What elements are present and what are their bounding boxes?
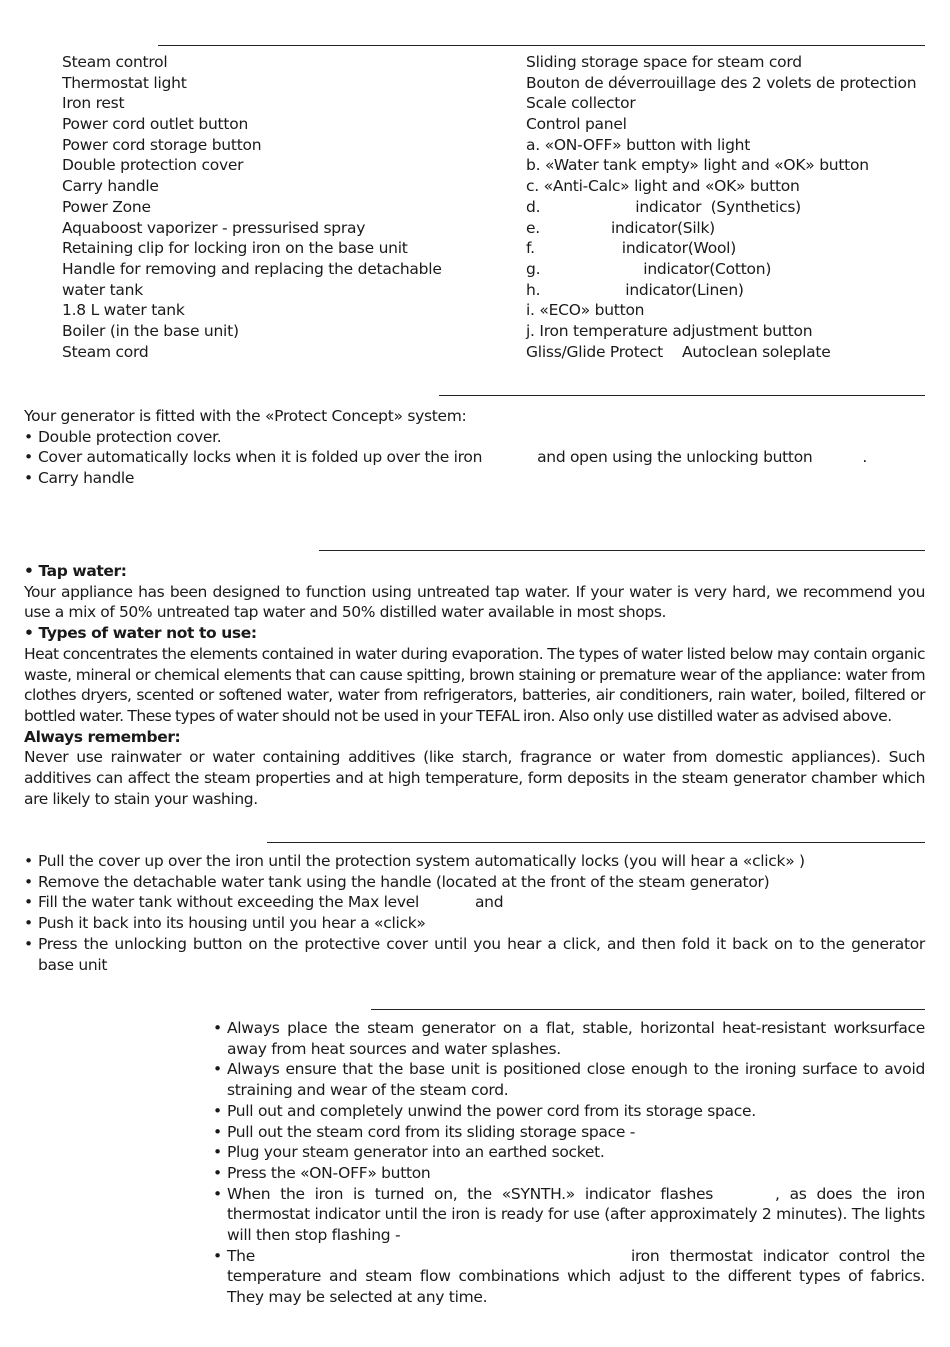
part-item: j. Iron temperature adjustment button bbox=[526, 321, 813, 340]
indicator-item: g. indicator(Cotton) bbox=[526, 259, 772, 278]
part-item: Thermostat light bbox=[62, 73, 187, 92]
part-item: Scale collector bbox=[526, 94, 636, 113]
parts-list-left bbox=[62, 52, 442, 362]
prepare-section bbox=[213, 1018, 925, 1308]
indicator-item: h. indicator(Linen) bbox=[526, 280, 744, 299]
prepare-item: • Always place the steam generator on a flat, stable, horizontal heat-resistant worksurface away from heat sources and water splashes. bbox=[213, 1018, 925, 1059]
part-item: Steam cord bbox=[62, 342, 149, 361]
part-item: Handle for removing and replacing the detachable bbox=[62, 259, 442, 278]
section-rule-fill bbox=[267, 842, 925, 843]
prepare-item: • Plug your steam generator into an earthed socket. bbox=[213, 1142, 925, 1163]
indicator-item: f. indicator(Wool) bbox=[526, 239, 737, 258]
water-section bbox=[24, 561, 925, 809]
water-types-heading: • Types of water not to use: bbox=[24, 624, 257, 643]
tap-water-heading: • Tap water: bbox=[24, 562, 127, 580]
part-item: Sliding storage space for steam cord bbox=[526, 53, 802, 71]
section-rule-water bbox=[319, 550, 925, 551]
part-item: Iron rest bbox=[62, 94, 125, 113]
protect-item: • Double protection cover. bbox=[24, 427, 925, 448]
part-item: Bouton de déverrouillage des 2 volets de protection bbox=[526, 73, 917, 92]
part-item: Power Zone bbox=[62, 197, 151, 216]
fill-item: • Press the unlocking button on the protective cover until you hear a click, and then fold it back on to the generator base unit bbox=[24, 934, 925, 975]
part-item: Control panel bbox=[526, 115, 627, 134]
water-types-text: Heat concentrates the elements contained in water during evaporation. The types of water listed below may contain organic waste, mineral or chemical elements that can cause spitting, brown staining or premature wear of the appliance: water from clothes dryers, scented or softened water, water from refrigerators, batteries, air conditioners, rain water, boiled, filtered or bottled water. These types of water should not be used in your TEFAL iron. Also only use distilled water as advised above. bbox=[24, 644, 925, 725]
indicator-item: d. indicator (Synthetics) bbox=[526, 197, 801, 216]
protect-item: • Carry handle bbox=[24, 468, 925, 489]
parts-list-right bbox=[526, 52, 916, 362]
fill-section bbox=[24, 851, 925, 975]
fill-item: • Fill the water tank without exceeding the Max level and bbox=[24, 892, 925, 913]
part-item: 1.8 L water tank bbox=[62, 301, 185, 320]
remember-heading: Always remember: bbox=[24, 727, 181, 746]
prepare-item: • Pull out the steam cord from its sliding storage space - bbox=[213, 1122, 925, 1143]
fill-item: • Pull the cover up over the iron until the protection system automatically locks (you will hear a «click» ) bbox=[24, 851, 925, 872]
part-item: b. «Water tank empty» light and «OK» button bbox=[526, 156, 869, 175]
prepare-item: • When the iron is turned on, the «SYNTH.» indicator flashes , as does the iron thermostat indicator until the iron is ready for use (after approximately 2 minutes). The lights will then stop flashing - bbox=[213, 1184, 925, 1246]
protect-intro: Your generator is fitted with the «Protect Concept» system: bbox=[24, 407, 467, 425]
part-item: Steam control bbox=[62, 53, 168, 71]
section-rule-description bbox=[158, 45, 925, 46]
protect-section bbox=[24, 406, 925, 489]
section-rule-prepare bbox=[371, 1009, 925, 1010]
part-item: Power cord outlet button bbox=[62, 115, 249, 134]
part-item: c. «Anti-Calc» light and «OK» button bbox=[526, 177, 800, 196]
prepare-item: • Pull out and completely unwind the power cord from its storage space. bbox=[213, 1101, 925, 1122]
part-item: Boiler (in the base unit) bbox=[62, 321, 239, 340]
part-item: Double protection cover bbox=[62, 156, 244, 175]
prepare-item: • The iron thermostat indicator control the temperature and steam flow combinations which adjust to the different types of fabrics. They may be selected at any time. bbox=[213, 1246, 925, 1308]
fill-item: • Remove the detachable water tank using the handle (located at the front of the steam generator) bbox=[24, 872, 925, 893]
part-item: Retaining clip for locking iron on the base unit bbox=[62, 239, 408, 258]
indicator-item: e. indicator(Silk) bbox=[526, 218, 715, 237]
part-item: i. «ECO» button bbox=[526, 301, 645, 320]
prepare-item: • Always ensure that the base unit is positioned close enough to the ironing surface to avoid straining and wear of the steam cord. bbox=[213, 1059, 925, 1100]
soleplate-item: Gliss/Glide Protect Autoclean soleplate bbox=[526, 342, 831, 361]
part-item: Power cord storage button bbox=[62, 135, 262, 154]
prepare-item: • Press the «ON-OFF» button bbox=[213, 1163, 925, 1184]
part-item: a. «ON-OFF» button with light bbox=[526, 135, 751, 154]
fill-item: • Push it back into its housing until you hear a «click» bbox=[24, 913, 925, 934]
protect-item: • Cover automatically locks when it is folded up over the iron and open using the unlocking button . bbox=[24, 447, 925, 468]
tap-water-text: Your appliance has been designed to function using untreated tap water. If your water is very hard, we recommend you use a mix of 50% untreated tap water and 50% distilled water available in most shops. bbox=[24, 582, 925, 622]
remember-text: Never use rainwater or water containing additives (like starch, fragrance or water from domestic appliances). Such additives can affect the steam properties and at high temperature, form deposits in the steam generator chamber which are likely to stain your washing. bbox=[24, 748, 925, 808]
part-item: water tank bbox=[62, 280, 143, 299]
section-rule-protect bbox=[439, 395, 925, 396]
part-item: Aquaboost vaporizer - pressurised spray bbox=[62, 218, 366, 237]
part-item: Carry handle bbox=[62, 177, 159, 196]
